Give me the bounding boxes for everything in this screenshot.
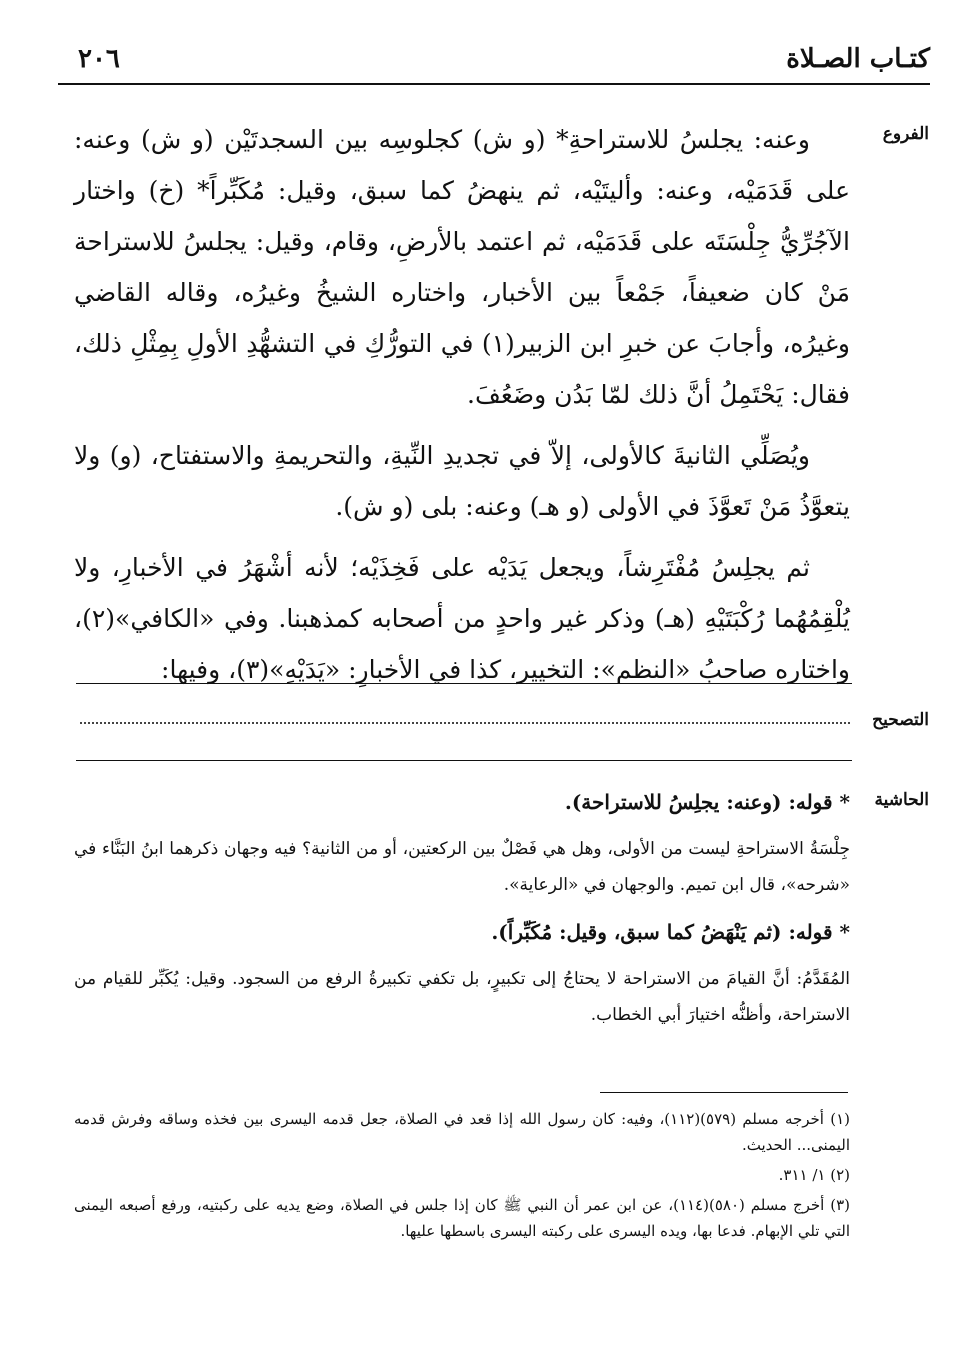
section-divider	[76, 683, 852, 684]
hashiya-quote-2: * قوله: (ثم يَنْهَضُ كما سبق، وقيل: مُكَبِّراً).	[491, 920, 850, 944]
hashiya-comment-2: المُقَدَّمُ: أنَّ القيامَ من الاستراحة لا يحتاجُ إلى تكبيرٍ، بل تكفي تكبيرةُ الرفع من السجود. وقيل: يُكَبِّر للقيام من الاستراحة، وأظنُّه اختيارَ أبي الخطاب.	[74, 969, 850, 1025]
footnote-2: (٢) ١/ ٣١١.	[778, 1166, 850, 1184]
section-divider	[76, 760, 852, 761]
main-text	[74, 114, 850, 705]
tashih-dotted-line	[80, 722, 850, 724]
footnotes	[74, 1106, 850, 1248]
header-rule	[58, 83, 930, 85]
footnote-1: (١) أخرجه مسلم (٥٧٩)(١١٢)، وفيه: كان رسول الله إذا قعد في الصلاة، جعل قدمه اليسرى بين فخذه وساقه وفرش قدمه اليمنى... الحديث.	[74, 1110, 850, 1154]
main-paragraph-3: ثم يجلِسُ مُفْتَرِشاً، ويجعل يَدَيْه على فَخِذَيْه؛ لأنه أشْهَرُ في الأخبارِ، ولا يُلْقِمُهُما رُكْبَتَيْهِ (هـ) وذكر غير واحدٍ من أصحابه كمذهبنا. وفي «الكافي»(٢)، واختاره صاحبُ «النظم»: التخيير، كذا في الأخبارِ: «يَدَيْهِ»(٣)، وفيها:	[74, 553, 850, 684]
hashiya-comment-1: جِلْسَةُ الاستراحةِ ليست من الأولى، وهل هي فَصْلٌ بين الركعتين، أو من الثانية؟ فيه وجهان ذكرهما ابنُ البَنَّاء في «شرحه»، قال ابن تميم. والوجهان في «الرعاية».	[74, 839, 850, 895]
footnote-3: (٣) أخرج مسلم (٥٨٠)(١١٤)، عن ابن عمر أن النبي ﷺ كان إذا جلس في الصلاة، وضع يديه على ركبتيه، ورفع أصبعه اليمنى التي تلي الإبهام. فدعا بها، ويده اليسرى على ركبته اليسرى باسطها عليها.	[74, 1196, 850, 1240]
label-hashiya: الحاشية	[874, 790, 929, 810]
book-title: كتـاب الصـلاة	[786, 44, 930, 74]
main-paragraph-1: وعنه: يجلسُ للاستراحةِ* (و ش) كجلوسِه بين السجدتَيْن (و ش) وعنه: على قَدَمَيْه، وعنه: وأليتَيْه، ثم ينهضُ كما سبق، وقيل: مُكَبِّراً* (خ) واختار الآجُرِّيُّ جِلْسَتَه على قَدَمَيْه، ثم اعتمد بالأرضِ، وقام، وقيل: يجلسُ للاستراحة مَنْ كان ضعيفاً، جَمْعاً بين الأخبار، واختاره الشيخُ وغيرُه، وقاله القاضي وغيرُه، وأجابَ عن خبرِ ابن الزبير(١) في التورُّكِ في التشهُّدِ الأولِ بِمِثْلِ ذلك، فقال: يَحْتَمِلُ أنَّ ذلك لمّا بَدُن وضَعُفَ.	[74, 125, 850, 409]
footnote-rule	[600, 1092, 848, 1093]
page-header	[78, 44, 930, 80]
page-number: ٢٠٦	[78, 44, 120, 74]
hashiya-section	[74, 785, 850, 1045]
hashiya-quote-1: * قوله: (وعنه: يجلِسُ للاستراحة).	[564, 790, 850, 814]
label-furu: الفروع	[882, 124, 929, 144]
label-tashih: التصحيح	[872, 710, 929, 730]
main-paragraph-2: ويُصَلِّي الثانيةَ كالأولى، إلاّ في تجديدِ النِّيةِ، والتحريمةِ والاستفتاح، (و) ولا يتعوَّذُ مَنْ تَعوَّذَ في الأولى (و هـ) وعنه: بلى (و ش).	[74, 441, 850, 521]
